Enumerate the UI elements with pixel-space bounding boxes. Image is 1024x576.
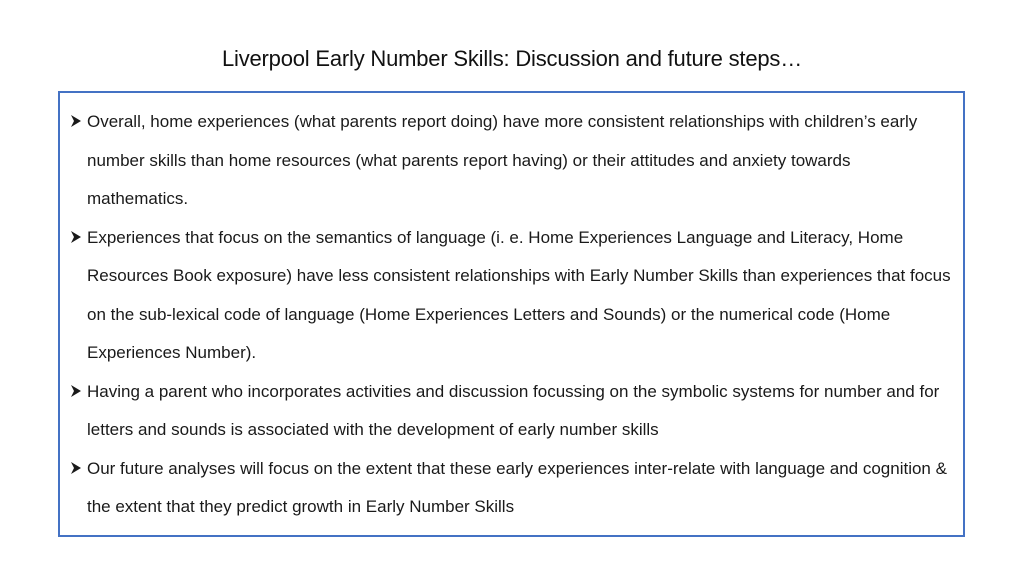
- bullet-text: Our future analyses will focus on the extent that these early experiences inter-relate with language and cognition & the extent that they predict growth in Early Number Skills: [87, 458, 947, 516]
- bullet-item: [70, 219, 955, 373]
- bullet-text: Experiences that focus on the semantics of language (i. e. Home Experiences Language and Literacy, Home Resources Book exposure) have less consistent relationships with Early Number Skills than experiences that focus on the sub-lexical code of language (Home Experiences Letters and Sounds) or the numerical code (Home Experiences Number).: [87, 227, 951, 362]
- bullet-item: [70, 373, 955, 450]
- bullet-item: [70, 103, 955, 219]
- bullet-item: [70, 450, 955, 527]
- arrow-bullet-icon: [70, 219, 84, 258]
- arrow-bullet-icon: [70, 103, 84, 142]
- arrow-bullet-icon: [70, 373, 84, 412]
- content-box: [58, 91, 965, 537]
- bullet-list: [70, 103, 955, 527]
- arrow-bullet-icon: [70, 450, 84, 489]
- slide-title: Liverpool Early Number Skills: Discussion and future steps…: [222, 46, 802, 71]
- bullet-text: Overall, home experiences (what parents report doing) have more consistent relationships with children’s early number skills than home resources (what parents report having) or their attitudes and anxiety towards mathematics.: [87, 112, 918, 208]
- bullet-text: Having a parent who incorporates activities and discussion focussing on the symbolic systems for number and for letters and sounds is associated with the development of early number skills: [87, 381, 940, 439]
